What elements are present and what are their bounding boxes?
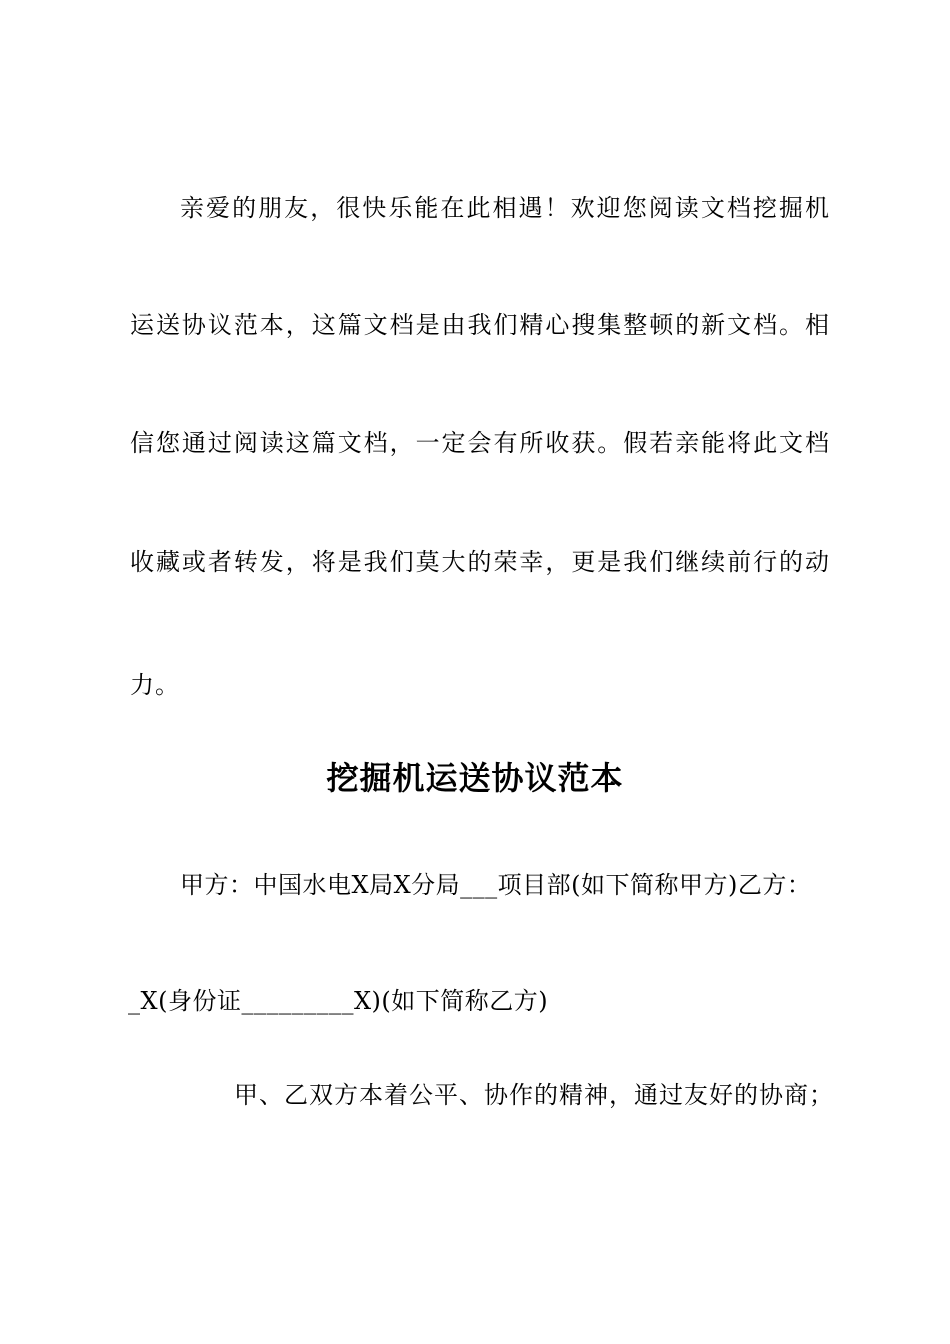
intro-paragraph-line-2: 运送协议范本，这篇文档是由我们精心搜集整顿的新文档。相 [130, 311, 830, 339]
party-b-line: _X(身份证_________X)(如下简称乙方) [128, 987, 549, 1015]
document-title: 挖掘机运送协议范本 [326, 759, 624, 797]
intro-paragraph-line-1: 亲爱的朋友，很快乐能在此相遇！欢迎您阅读文档挖掘机 [180, 194, 830, 222]
party-a-line: 甲方：中国水电X局X分局___项目部(如下简称甲方)乙方： [180, 871, 812, 899]
clause-line: 甲、乙双方本着公平、协作的精神，通过友好的协商； [234, 1081, 834, 1109]
intro-paragraph-line-3: 信您通过阅读这篇文档，一定会有所收获。假若亲能将此文档 [130, 429, 830, 457]
intro-paragraph-line-5: 力。 [130, 671, 180, 699]
intro-paragraph-line-4: 收藏或者转发，将是我们莫大的荣幸，更是我们继续前行的动 [130, 548, 830, 576]
